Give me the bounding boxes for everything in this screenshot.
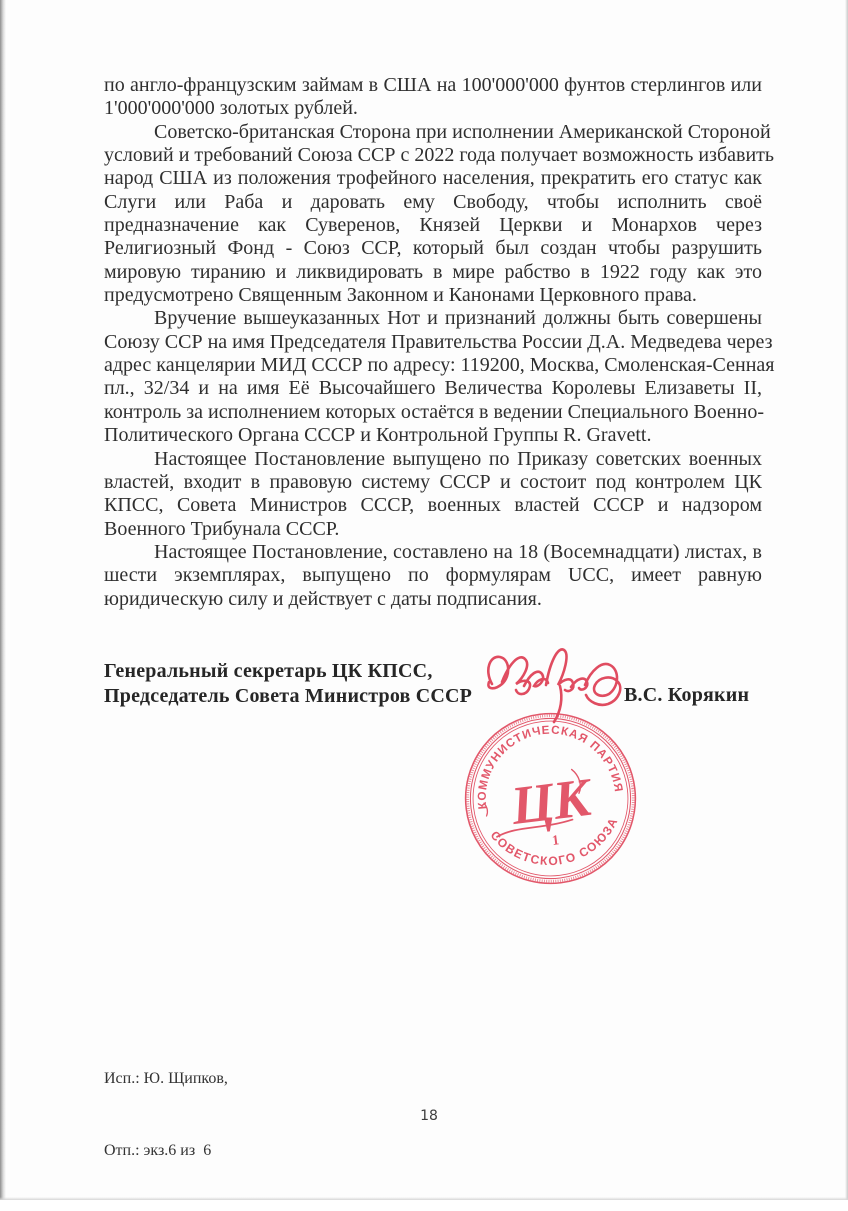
text-line: контроль за исполнением которых остаётся в ведении Специального Военно- <box>104 400 765 423</box>
text-line: Настоящее Постановление выпущено по Приказу советских военных <box>154 447 762 470</box>
text-line: Настоящее Постановление, составлено на 18 (Восемнадцати) листах, в <box>154 540 762 563</box>
stamp-monogram: ЦК <box>508 766 594 837</box>
text-line: юридическую силу и действует с даты подписания. <box>104 587 542 610</box>
text-line: Политического Органа СССР и Контрольной Группы R. Gravett. <box>104 424 652 447</box>
text-line: Слуги или Раба и даровать ему Свободу, чтобы исполнить своё <box>104 190 762 213</box>
signature-title-block <box>104 659 472 709</box>
paragraph <box>104 541 762 611</box>
executor-note: Исп.: Ю. Щипков, <box>104 1070 228 1087</box>
text-line: народ США из положения трофейного населения, прекратить его статус как <box>104 167 762 190</box>
signature-stroke <box>524 672 548 687</box>
paragraph <box>104 307 775 447</box>
text-line: пл., 32/34 и на имя Её Высочайшего Величества Королевы Елизаветы II, <box>104 377 762 400</box>
signature-title-line-2: Председатель Совета Министров СССР <box>104 685 473 707</box>
text-line: Советско-британская Сторона при исполнении Американской Стороной <box>154 120 771 143</box>
text-line: условий и требований Союза ССР с 2022 года получает возможность избавить <box>104 144 775 167</box>
signature-title-line-1: Генеральный секретарь ЦК КПСС, <box>104 660 433 682</box>
text-line: властей, входит в правовую систему СССР и состоит под контролем ЦК <box>104 470 762 493</box>
text-line: 1'000'000'000 золотых рублей. <box>104 97 358 120</box>
signer-name: В.С. Корякин <box>624 684 750 706</box>
paragraph <box>104 120 775 308</box>
text-line: КПСС, Совета Министров СССР, военных властей СССР и надзором <box>104 494 762 517</box>
scan-edge-left <box>0 0 6 1200</box>
paragraph <box>104 74 762 121</box>
copies-note: Отп.: экз.6 из 6 <box>104 1142 212 1159</box>
text-line: Вручение вышеуказанных Нот и признаний должны быть совершены <box>154 307 762 330</box>
page-number: 18 <box>420 1108 438 1124</box>
text-line: мировую тиранию и ликвидировать в мире рабство в 1922 году как это <box>104 260 762 283</box>
text-line: шести экземплярах, выпущено по формулярам UCC, имеет равную <box>104 564 762 587</box>
stamp-number: 1 <box>551 833 561 849</box>
paragraph <box>104 448 762 541</box>
signature-stroke <box>585 664 620 705</box>
stamp-top-arc-text: КОММУНИСТИЧЕСКАЯ ПАРТИЯ <box>475 723 626 810</box>
text-line: предусмотрено Священным Законном и Канонами Церковного права. <box>104 284 697 307</box>
text-line: адрес канцелярии МИД СССР по адресу: 119200, Москва, Смоленская-Сенная <box>104 354 775 377</box>
text-line: Религиозный Фонд - Союз ССР, который был создан чтобы разрушить <box>104 237 762 260</box>
text-line: Военного Трибунала СССР. <box>104 517 340 540</box>
document-body <box>104 74 775 611</box>
text-line: Союзу ССР на имя Председателя Правительства России Д.А. Медведева через <box>104 330 773 353</box>
stamp-bottom-arc-text: СОВЕТСКОГО СОЮЗА <box>487 814 621 869</box>
text-line: предназначение как Суверенов, Князей Церкви и Монархов через <box>104 214 762 237</box>
official-stamp <box>463 711 638 886</box>
text-line: по англо-французским займам в США на 100'000'000 фунтов стерлингов или <box>104 74 762 96</box>
